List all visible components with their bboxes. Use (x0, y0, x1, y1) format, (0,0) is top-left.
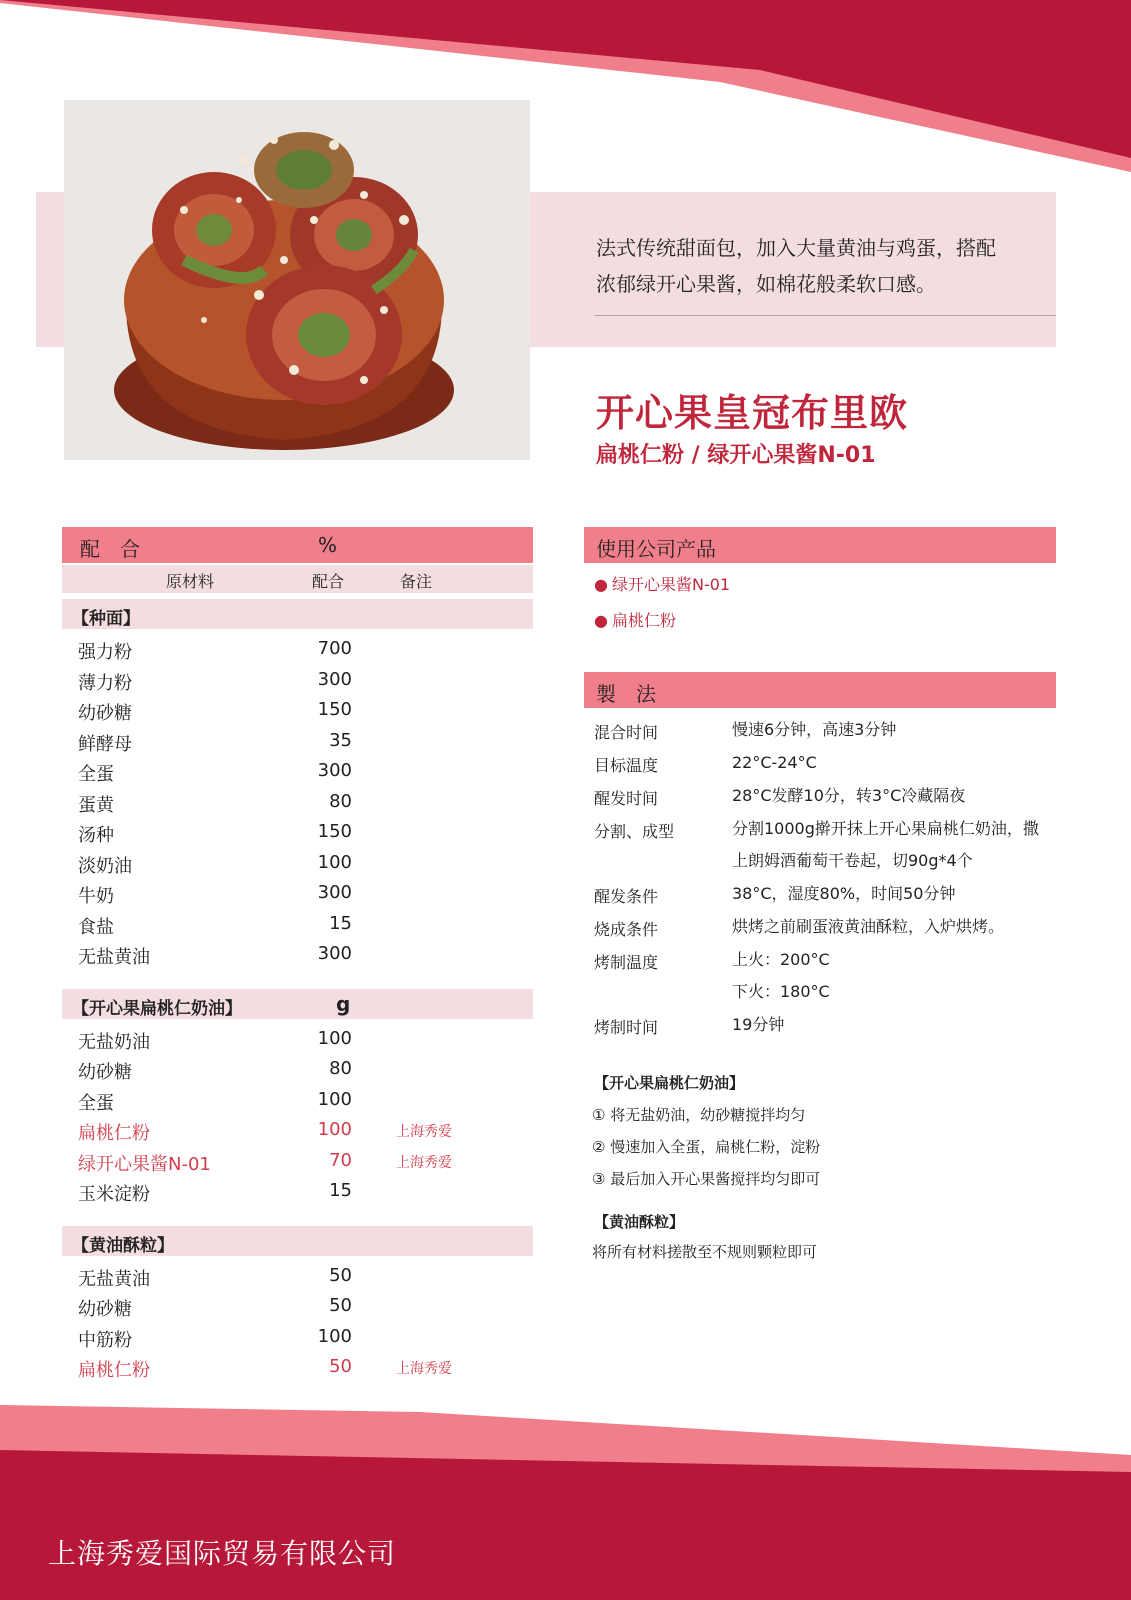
recipe-column-headers (62, 565, 533, 593)
step-value: 上火：200°C (732, 950, 830, 969)
table-row (62, 847, 533, 878)
cream-step: ③ 最后加入开心果酱搅拌均匀即可 (592, 1170, 821, 1188)
ingredient-value: 100 (317, 851, 352, 873)
ingredient-name: 绿开心果酱N-01 (78, 1153, 211, 1175)
ingredient-name: 幼砂糖 (78, 1062, 132, 1083)
ingredient-value: 70 (329, 1149, 352, 1171)
ingredient-name: 幼砂糖 (78, 703, 132, 724)
ingredient-name: 薄力粉 (78, 672, 132, 694)
col-ratio: 配合 (312, 572, 345, 591)
step-value: 38°C，湿度80%，时间50分钟 (732, 884, 956, 903)
ingredient-name: 无盐黄油 (78, 1268, 150, 1290)
ingredient-value: 50 (329, 1356, 352, 1377)
product-item-label: 绿开心果酱N-01 (611, 575, 731, 594)
step-key: 烤制时间 (594, 1018, 659, 1037)
step-value: 28°C发酵10分，转3°C冷藏隔夜 (732, 786, 966, 805)
divider (594, 315, 1056, 316)
brioche-illustration (64, 100, 530, 460)
cream-step: ① 将无盐奶油，幼砂糖搅拌均匀 (592, 1106, 806, 1124)
ingredient-name: 扁桃仁粉 (78, 1123, 150, 1144)
recipe-header-unit: % (318, 533, 338, 557)
ingredient-name: 中筋粉 (78, 1329, 132, 1351)
step-key: 醒发条件 (594, 887, 659, 906)
col-material: 原材料 (166, 572, 215, 591)
step-value: 慢速6分钟，高速3分钟 (732, 720, 897, 739)
ingredient-name: 幼砂糖 (78, 1299, 132, 1320)
products-section (584, 527, 1056, 639)
products-header-label: 使用公司产品 (596, 537, 716, 561)
ingredient-name: 无盐黄油 (78, 947, 150, 968)
ingredient-name: 蛋黄 (78, 794, 114, 816)
step-key: 分割、成型 (594, 822, 675, 841)
ingredient-value: 300 (317, 668, 352, 690)
ingredient-value: 50 (329, 1295, 352, 1316)
section-label: 【开心果扁桃仁奶油】 (72, 998, 242, 1019)
table-row (62, 908, 533, 939)
crumb-method-title: 【黄油酥粒】 (594, 1213, 685, 1231)
recipe-header-label: 配 合 (80, 537, 140, 561)
ingredient-value: 150 (317, 821, 352, 842)
ingredient-value: 150 (317, 699, 352, 720)
section-header (62, 1226, 533, 1256)
products-header (584, 527, 1056, 563)
step-value: 22°C-24°C (732, 753, 817, 772)
table-row (62, 938, 533, 969)
ingredient-value: 100 (317, 1027, 352, 1049)
step-key: 混合时间 (594, 723, 659, 742)
description-line-2: 浓郁绿开心果酱，如棉花般柔软口感。 (596, 272, 936, 296)
table-row (62, 694, 533, 725)
ingredient-value: 700 (317, 638, 352, 659)
product-item (594, 603, 1056, 639)
step-value: 上朗姆酒葡萄干卷起，切90g*4个 (732, 851, 973, 870)
section-header (62, 989, 533, 1019)
ingredient-name: 扁桃仁粉 (78, 1360, 150, 1381)
recipe-header (62, 527, 533, 563)
bullet-icon: ● (594, 575, 608, 594)
crumb-method-text: 将所有材料搓散至不规则颗粒即可 (592, 1243, 818, 1261)
cream-step: ② 慢速加入全蛋，扁桃仁粉，淀粉 (592, 1138, 821, 1156)
ingredient-value: 50 (329, 1264, 352, 1286)
step-value: 烘烤之前刷蛋液黄油酥粒，入炉烘烤。 (732, 917, 1005, 936)
table-row (62, 1084, 533, 1115)
table-row (62, 816, 533, 847)
ingredient-value: 100 (317, 1325, 352, 1347)
ingredient-note: 上海秀爱 (396, 1361, 452, 1377)
method-step (584, 1015, 1056, 1048)
method-header-label: 製 法 (596, 682, 656, 706)
table-row (62, 1290, 533, 1321)
table-row (62, 755, 533, 786)
step-key: 醒发时间 (594, 789, 659, 808)
ingredient-name: 汤种 (78, 825, 114, 846)
table-row (62, 1351, 533, 1382)
step-key: 目标温度 (594, 756, 659, 775)
product-description (596, 230, 1046, 302)
step-value: 19分钟 (732, 1015, 785, 1034)
table-row (62, 786, 533, 817)
ingredient-name: 无盐奶油 (78, 1031, 150, 1053)
section-header (62, 599, 533, 629)
table-row (62, 1023, 533, 1054)
ingredient-name: 食盐 (78, 916, 114, 938)
step-value: 分割1000g擀开抹上开心果扁桃仁奶油，撒 (732, 819, 1039, 838)
ingredient-name: 强力粉 (78, 642, 132, 663)
ingredient-note: 上海秀爱 (396, 1154, 452, 1171)
table-row (62, 1260, 533, 1291)
col-note: 备注 (400, 572, 433, 591)
table-row (62, 1175, 533, 1206)
ingredient-value: 80 (329, 790, 352, 812)
step-value: 下火：180°C (732, 982, 830, 1001)
ingredient-value: 300 (317, 760, 352, 781)
table-row (62, 877, 533, 908)
ingredient-value: 300 (317, 882, 352, 903)
ingredient-name: 鲜酵母 (78, 733, 132, 755)
table-row (62, 664, 533, 695)
company-name: 上海秀爱国际贸易有限公司 (48, 1537, 397, 1570)
bottom-red-stripe (0, 1450, 1131, 1600)
page-title: 开心果皇冠布里欧 (596, 391, 909, 435)
ingredient-name: 淡奶油 (78, 855, 132, 877)
description-line-1: 法式传统甜面包，加入大量黄油与鸡蛋，搭配 (596, 236, 996, 260)
ingredient-name: 全蛋 (78, 1092, 114, 1114)
product-photo (64, 100, 530, 460)
table-row (62, 1145, 533, 1176)
table-row (62, 1321, 533, 1352)
ingredient-value: 15 (329, 1180, 352, 1201)
bullet-icon: ● (594, 611, 608, 630)
page-subtitle: 扁桃仁粉 / 绿开心果酱N-01 (596, 443, 876, 468)
section-unit: g (336, 991, 351, 1016)
cream-method-title: 【开心果扁桃仁奶油】 (594, 1074, 745, 1092)
ingredient-value: 15 (329, 912, 352, 934)
method-step (584, 950, 1056, 1015)
ingredient-value: 300 (317, 943, 352, 964)
method-section (584, 672, 1056, 1268)
step-key: 烤制温度 (594, 953, 659, 972)
ingredient-value: 80 (329, 1058, 352, 1079)
table-row (62, 725, 533, 756)
product-item-label: 扁桃仁粉 (611, 611, 676, 630)
ingredient-value: 35 (329, 729, 352, 751)
table-row (62, 1053, 533, 1084)
ingredient-name: 玉米淀粉 (78, 1184, 150, 1205)
ingredient-value: 100 (317, 1088, 352, 1110)
section-label: 【种面】 (72, 609, 140, 629)
table-row (62, 633, 533, 664)
ingredient-value: 100 (317, 1119, 352, 1140)
ingredient-name: 全蛋 (78, 764, 114, 785)
table-row (62, 1114, 533, 1145)
step-key: 烧成条件 (594, 920, 659, 939)
method-step (584, 819, 1056, 884)
recipe-table (62, 527, 533, 1382)
ingredient-note: 上海秀爱 (396, 1124, 452, 1140)
section-label: 【黄油酥粒】 (72, 1235, 174, 1256)
method-header (584, 672, 1056, 708)
ingredient-name: 牛奶 (78, 886, 114, 907)
product-item (594, 567, 1056, 603)
